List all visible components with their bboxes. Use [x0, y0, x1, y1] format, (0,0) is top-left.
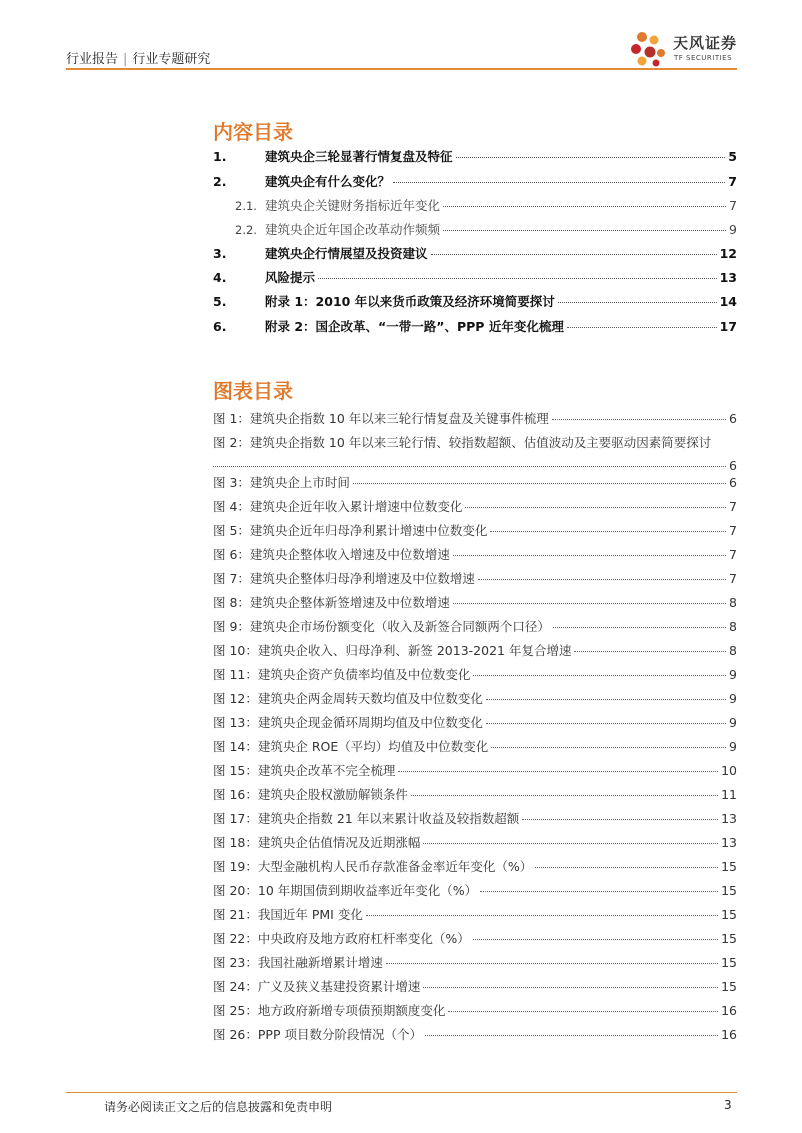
dot-leader	[491, 747, 726, 748]
figure-entry-page: 15	[721, 859, 737, 874]
dot-leader	[423, 987, 718, 988]
figure-entry[interactable]	[213, 1025, 737, 1043]
dot-leader	[448, 1011, 718, 1012]
figure-entry[interactable]	[213, 593, 737, 611]
toc-entry-number: 3.	[213, 246, 227, 261]
toc-entry-page: 7	[728, 174, 737, 189]
toc-entry-page: 7	[729, 198, 737, 213]
figure-entry-title: 图 16：建筑央企股权激励解锁条件	[213, 787, 408, 802]
figure-entry-page: 9	[729, 667, 737, 682]
toc-entry-number: 2.	[213, 174, 227, 189]
dot-leader	[443, 230, 726, 231]
dot-leader	[431, 254, 717, 255]
dot-leader	[480, 891, 718, 892]
toc-title: 内容目录	[213, 120, 293, 144]
footer-rule	[66, 1092, 737, 1093]
figure-entry-page: 7	[729, 499, 737, 514]
figure-entry-page: 8	[729, 595, 737, 610]
figure-entry-title: 图 18：建筑央企估值情况及近期涨幅	[213, 835, 421, 850]
toc-entry-title: 建筑央企有什么变化？	[265, 174, 391, 189]
toc-entry-number: 1.	[213, 149, 227, 164]
figure-entry-page: 6	[729, 411, 737, 426]
toc-entry-number: 4.	[213, 270, 227, 285]
figure-entry-page: 16	[721, 1003, 737, 1018]
dot-leader	[423, 843, 718, 844]
dot-leader	[443, 206, 726, 207]
figure-entry[interactable]	[213, 1001, 737, 1019]
dot-leader	[386, 963, 718, 964]
figure-entry[interactable]	[213, 785, 737, 803]
toc-entry-page: 17	[719, 319, 737, 334]
dot-leader	[425, 1035, 718, 1036]
dot-leader	[558, 302, 717, 303]
logo-name-cn: 天风证券	[673, 34, 738, 52]
figure-entry[interactable]	[213, 881, 737, 899]
figure-entry-title: 图 12：建筑央企两金周转天数均值及中位数变化	[213, 691, 483, 706]
logo-name-en: TF SECURITIES	[674, 54, 733, 62]
figure-entry-title: 图 22：中央政府及地方政府杠杆率变化（%）	[213, 931, 470, 946]
figure-entry-title: 图 19：大型金融机构人民币存款准备金率近年变化（%）	[213, 859, 533, 874]
figure-entry-page: 15	[721, 955, 737, 970]
dot-leader	[456, 157, 726, 158]
figure-entry[interactable]	[213, 857, 737, 875]
figure-entry[interactable]	[213, 665, 737, 683]
figure-entry[interactable]	[213, 761, 737, 779]
dot-leader	[398, 771, 718, 772]
dot-leader	[453, 603, 726, 604]
figure-entry[interactable]	[213, 409, 737, 427]
toc-entry[interactable]	[213, 268, 737, 286]
figure-entry-page: 7	[729, 571, 737, 586]
header-rule	[66, 68, 737, 70]
figure-entry-page: 9	[729, 715, 737, 730]
figure-entry-title: 图 21：我国近年 PMI 变化	[213, 907, 363, 922]
dot-leader	[453, 555, 726, 556]
figure-entry-title: 图 3：建筑央企上市时间	[213, 475, 350, 490]
figure-entry-page: 10	[721, 763, 737, 778]
toc-entry-page: 12	[719, 246, 737, 261]
figure-entry[interactable]	[213, 641, 737, 659]
figure-entry-title: 图 4：建筑央企近年收入累计增速中位数变化	[213, 499, 463, 514]
header-separator: |	[123, 52, 128, 67]
dot-leader	[411, 795, 718, 796]
figure-entry[interactable]	[213, 713, 737, 731]
figure-entry-page: 6	[729, 475, 737, 490]
report-header	[66, 48, 210, 67]
figures-title: 图表目录	[213, 379, 293, 403]
toc-entry-number: 5.	[213, 294, 227, 309]
figure-entry-title: 图 7：建筑央企整体归母净利增速及中位数增速	[213, 571, 475, 586]
toc-entry-title: 建筑央企行情展望及投资建议	[265, 246, 428, 261]
tf-securities-logo	[628, 30, 740, 70]
toc-entry-title: 附录 1：2010 年以来货币政策及经济环境简要探讨	[265, 294, 555, 309]
toc-entry[interactable]	[213, 317, 737, 335]
toc-entry-number: 2.1.	[235, 199, 257, 213]
toc-entry[interactable]	[213, 220, 737, 238]
figure-entry-title: 图 2：建筑央企指数 10 年以来三轮行情、较指数超额、估值波动及主要驱动因素简要探讨	[213, 435, 712, 450]
figure-entry[interactable]	[213, 569, 737, 587]
figure-entry-page: 8	[729, 619, 737, 634]
toc-entry-title: 建筑央企三轮显著行情复盘及特征	[265, 149, 453, 164]
toc-entry-number: 6.	[213, 319, 227, 334]
dot-leader	[574, 651, 726, 652]
dot-leader	[567, 327, 717, 328]
figure-entry[interactable]	[213, 617, 737, 635]
dot-leader	[473, 939, 718, 940]
figure-entry-title: 图 26：PPP 项目数分阶段情况（个）	[213, 1027, 422, 1042]
dot-leader	[465, 507, 726, 508]
figure-entry[interactable]	[213, 473, 737, 491]
toc-entry-number: 2.2.	[235, 223, 257, 237]
toc-entry[interactable]	[213, 244, 737, 262]
dot-leader	[366, 915, 718, 916]
figure-entry[interactable]	[213, 929, 737, 947]
figure-entry-page: 6	[729, 458, 737, 473]
figure-entry[interactable]	[213, 809, 737, 827]
report-category: 行业报告	[66, 52, 119, 67]
figure-entry-continuation	[213, 458, 737, 473]
figure-entry[interactable]	[213, 833, 737, 851]
figure-entry-page: 16	[721, 1027, 737, 1042]
figure-entry-page: 13	[721, 835, 737, 850]
figure-entry-title: 图 11：建筑央企资产负债率均值及中位数变化	[213, 667, 471, 682]
dot-leader	[553, 627, 726, 628]
toc-entry-title: 建筑央企近年国企改革动作频频	[265, 222, 441, 237]
dot-leader	[213, 466, 726, 467]
toc-entry-title: 风险提示	[265, 270, 316, 285]
figure-entry-title: 图 14：建筑央企 ROE（平均）均值及中位数变化	[213, 739, 489, 754]
toc-entry-title: 建筑央企关键财务指标近年变化	[265, 198, 441, 213]
figure-entry-page: 15	[721, 907, 737, 922]
figure-entry-title: 图 8：建筑央企整体新签增速及中位数增速	[213, 595, 450, 610]
figure-entry-title: 图 9：建筑央企市场份额变化（收入及新签合同额两个口径）	[213, 619, 550, 634]
dot-leader	[353, 483, 726, 484]
flower-logo-icon	[628, 30, 670, 70]
figure-entry-page: 15	[721, 883, 737, 898]
figure-entry[interactable]	[213, 737, 737, 755]
figure-entry-title: 图 10：建筑央企收入、归母净利、新签 2013-2021 年复合增速	[213, 643, 572, 658]
figure-entry[interactable]	[213, 497, 737, 515]
figure-entry[interactable]	[213, 905, 737, 923]
report-subcategory: 行业专题研究	[132, 52, 211, 67]
dot-leader	[552, 419, 726, 420]
figure-entry-page: 11	[721, 787, 737, 802]
figure-entry-title: 图 13：建筑央企现金循环周期均值及中位数变化	[213, 715, 483, 730]
toc-entry[interactable]	[213, 172, 737, 190]
dot-leader	[486, 723, 726, 724]
dot-leader	[318, 278, 717, 279]
toc-entry[interactable]	[213, 147, 737, 165]
figure-entry-page: 7	[729, 523, 737, 538]
figure-entry[interactable]	[213, 977, 737, 995]
figure-entry-title: 图 5：建筑央企近年归母净利累计增速中位数变化	[213, 523, 488, 538]
figure-entry-page: 7	[729, 547, 737, 562]
toc-entry[interactable]	[213, 292, 737, 310]
figure-entry[interactable]	[213, 689, 737, 707]
figure-entry[interactable]	[213, 433, 737, 473]
dot-leader	[478, 579, 726, 580]
figure-entry-title: 图 25：地方政府新增专项债预期额度变化	[213, 1003, 446, 1018]
figure-entry-title: 图 1：建筑央企指数 10 年以来三轮行情复盘及关键事件梳理	[213, 411, 549, 426]
figure-entry-page: 15	[721, 979, 737, 994]
disclaimer-note: 请务必阅读正文之后的信息披露和免责申明	[104, 1100, 333, 1114]
dot-leader	[535, 867, 718, 868]
dot-leader	[393, 182, 725, 183]
dot-leader	[486, 699, 726, 700]
figure-entry-title: 图 24：广义及狭义基建投资累计增速	[213, 979, 421, 994]
figure-entry-title: 图 17：建筑央企指数 21 年以来累计收益及较指数超额	[213, 811, 520, 826]
figure-entry-title: 图 23：我国社融新增累计增速	[213, 955, 383, 970]
figure-entry-page: 8	[729, 643, 737, 658]
dot-leader	[522, 819, 718, 820]
toc-entry-page: 13	[719, 270, 737, 285]
figure-entry-title: 图 20：10 年期国债到期收益率近年变化（%）	[213, 883, 478, 898]
figure-entry-page: 9	[729, 691, 737, 706]
figure-entry[interactable]	[213, 953, 737, 971]
figure-entry-title: 图 15：建筑央企改革不完全梳理	[213, 763, 396, 778]
toc-entry-title: 附录 2：国企改革、“一带一路”、PPP 近年变化梳理	[265, 319, 564, 334]
dot-leader	[473, 675, 726, 676]
figure-entry-page: 13	[721, 811, 737, 826]
figure-entry[interactable]	[213, 521, 737, 539]
dot-leader	[490, 531, 726, 532]
figure-entry-page: 9	[729, 739, 737, 754]
figure-entry[interactable]	[213, 545, 737, 563]
page-number: 3	[724, 1098, 732, 1112]
figure-entry-title: 图 6：建筑央企整体收入增速及中位数增速	[213, 547, 450, 562]
toc-entry-page: 9	[729, 222, 737, 237]
toc-entry-page: 14	[719, 294, 737, 309]
toc-entry-page: 5	[728, 149, 737, 164]
figure-entry-page: 15	[721, 931, 737, 946]
toc-entry[interactable]	[213, 196, 737, 214]
